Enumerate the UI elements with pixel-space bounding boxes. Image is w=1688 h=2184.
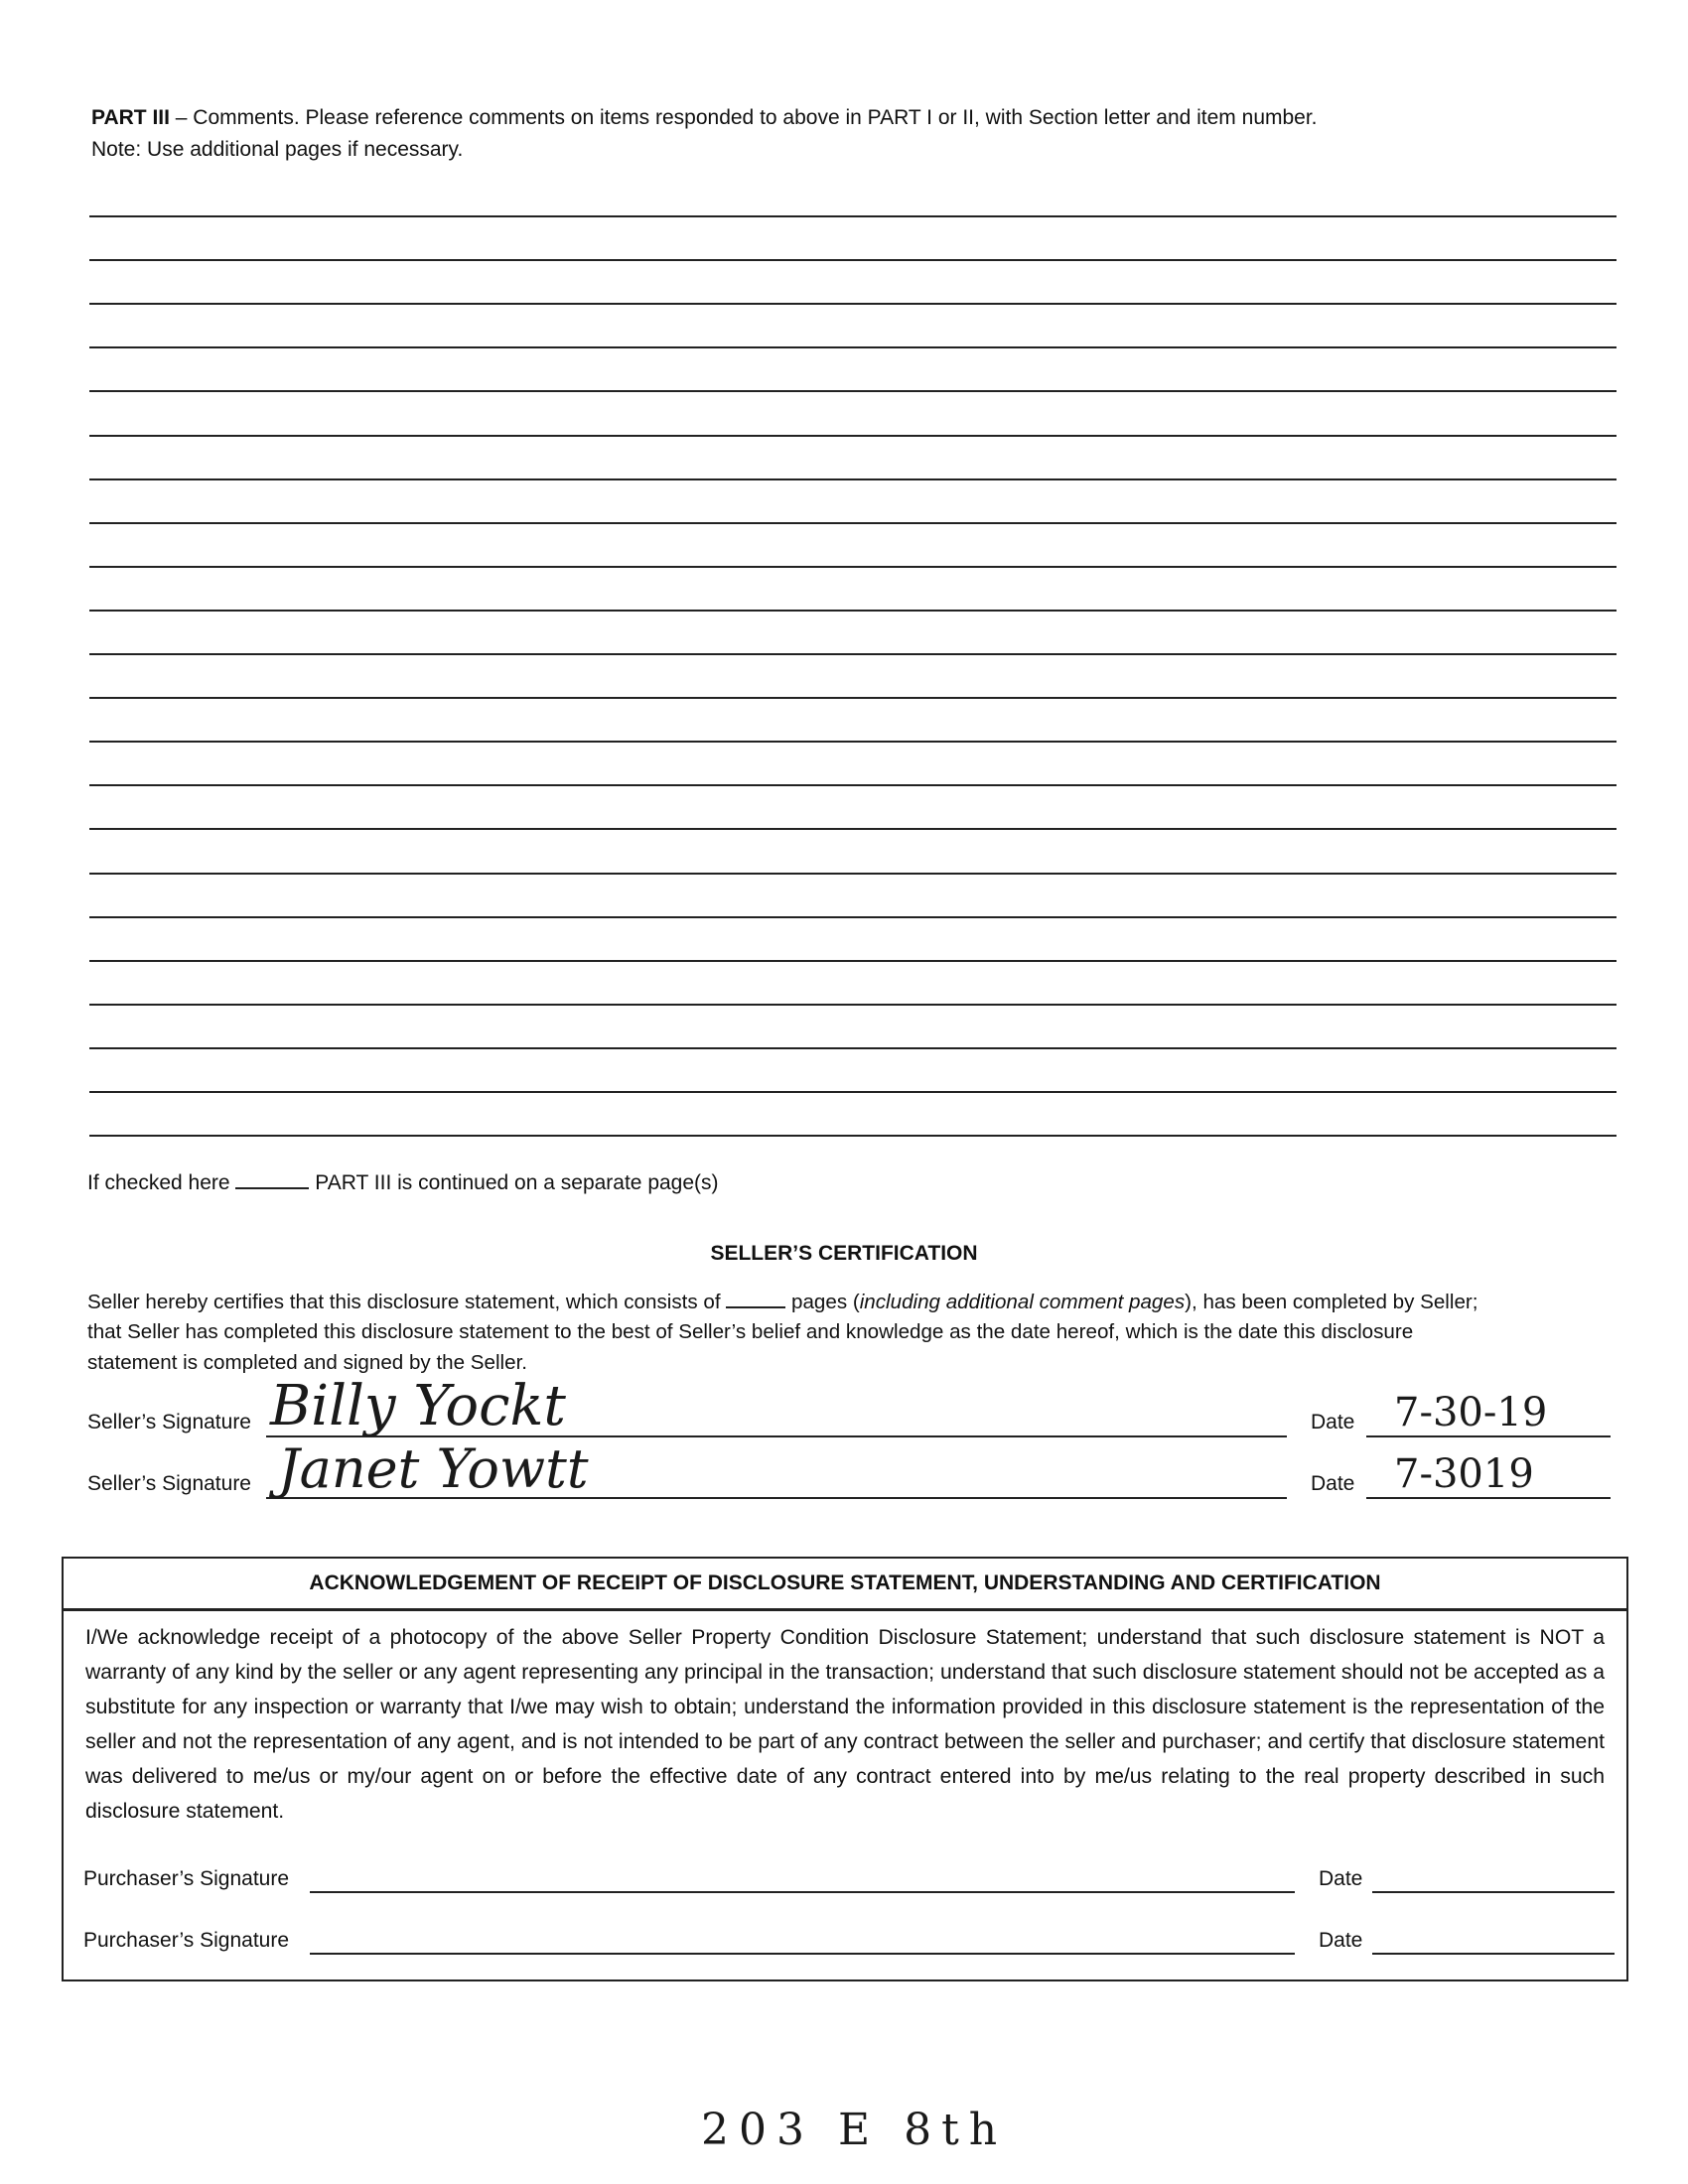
comment-line[interactable] (89, 215, 1617, 217)
certification-line-2: that Seller has completed this disclosure statement to the best of Seller’s belief and knowledge as the date hereof, which is the date this disclosure (87, 1320, 1414, 1343)
acknowledgement-body: I/We acknowledge receipt of a photocopy of the above Seller Property Condition Disclosure Statement; understand that such disclosure statement is NOT a warranty of any kind by the seller or any agent representing any principal in the transaction; understand that such disclosure statement should not be accepted as a substitute for any inspection or warranty that I/we may wish to obtain; understand the information provided in this disclosure statement is the representation of the seller and not the representation of any agent, and is not intended to be part of any contract between the seller and purchaser; and certify that disclosure statement was delivered to me/us or my/our agent on or before the effective date of any contract entered into by me/us relating to the real property described in such disclosure statement. (85, 1626, 1605, 1823)
acknowledgement-title: ACKNOWLEDGEMENT OF RECEIPT OF DISCLOSURE STATEMENT, UNDERSTANDING AND CERTIFICATION (64, 1559, 1626, 1611)
seller-date-label-2: Date (1311, 1472, 1355, 1495)
comment-line[interactable] (89, 566, 1617, 568)
comment-line[interactable] (89, 916, 1617, 918)
purchaser-signature-line-1[interactable] (310, 1891, 1295, 1893)
comment-line[interactable] (89, 653, 1617, 655)
comment-line[interactable] (89, 435, 1617, 437)
comment-line[interactable] (89, 1047, 1617, 1049)
seller-signature-2: Janet Yowtt (278, 1437, 589, 1500)
certification-line-3: statement is completed and signed by the Seller. (87, 1351, 528, 1374)
purchaser-signature-line-2[interactable] (310, 1953, 1295, 1955)
part-iii-note: Note: Use additional pages if necessary. (91, 138, 464, 161)
certification-text-italic: including additional comment pages (859, 1291, 1186, 1313)
comment-line[interactable] (89, 1004, 1617, 1006)
part-iii-intro (91, 103, 1318, 133)
certification-title: SELLER’S CERTIFICATION (710, 1242, 978, 1265)
continued-suffix: PART III is continued on a separate page(s) (315, 1171, 719, 1194)
comment-line[interactable] (89, 303, 1617, 305)
continued-prefix: If checked here (87, 1171, 230, 1194)
comment-line[interactable] (89, 1091, 1617, 1093)
comment-line[interactable] (89, 390, 1617, 392)
comment-line[interactable] (89, 697, 1617, 699)
seller-signature-1: Billy Yockt (270, 1374, 566, 1438)
seller-signature-label-1: Seller’s Signature (87, 1411, 251, 1433)
seller-date-label-1: Date (1311, 1411, 1355, 1433)
certification-text-a: Seller hereby certifies that this disclosure statement, which consists of (87, 1291, 721, 1313)
comment-line[interactable] (89, 873, 1617, 875)
purchaser-date-line-1[interactable] (1372, 1891, 1615, 1893)
page-count-field[interactable] (726, 1287, 785, 1308)
comment-line[interactable] (89, 741, 1617, 743)
certification-text-c: ), has been completed by Seller; (1185, 1291, 1478, 1313)
handwritten-address: 203 E 8th (701, 2105, 1008, 2155)
continued-row (87, 1167, 719, 1198)
comment-line[interactable] (89, 259, 1617, 261)
seller-date-line-1[interactable] (1366, 1435, 1611, 1437)
certification-text-b: pages ( (791, 1291, 860, 1313)
comment-line[interactable] (89, 828, 1617, 830)
purchaser-date-label-2: Date (1319, 1929, 1363, 1952)
purchaser-signature-label-1: Purchaser’s Signature (83, 1867, 290, 1890)
part-iii-instruction: – Comments. Please reference comments on items responded to above in PART I or II, with Section letter and item number. (169, 106, 1318, 129)
certification-line-1 (87, 1287, 1477, 1317)
comment-line[interactable] (89, 610, 1617, 612)
seller-date-1: 7-30-19 (1394, 1390, 1548, 1435)
comment-line[interactable] (89, 522, 1617, 524)
purchaser-signature-label-2: Purchaser’s Signature (83, 1929, 290, 1952)
comment-line[interactable] (89, 1135, 1617, 1137)
comment-line[interactable] (89, 478, 1617, 480)
continued-checkbox-line[interactable] (235, 1167, 309, 1189)
part-iii-heading: PART III (91, 106, 170, 129)
comment-line[interactable] (89, 960, 1617, 962)
purchaser-date-label-1: Date (1319, 1867, 1363, 1890)
seller-date-2: 7-3019 (1394, 1451, 1534, 1497)
seller-signature-label-2: Seller’s Signature (87, 1472, 251, 1495)
seller-date-line-2[interactable] (1366, 1497, 1611, 1499)
purchaser-date-line-2[interactable] (1372, 1953, 1615, 1955)
comment-line[interactable] (89, 784, 1617, 786)
comment-line[interactable] (89, 346, 1617, 348)
acknowledgement-box (62, 1557, 1628, 1981)
